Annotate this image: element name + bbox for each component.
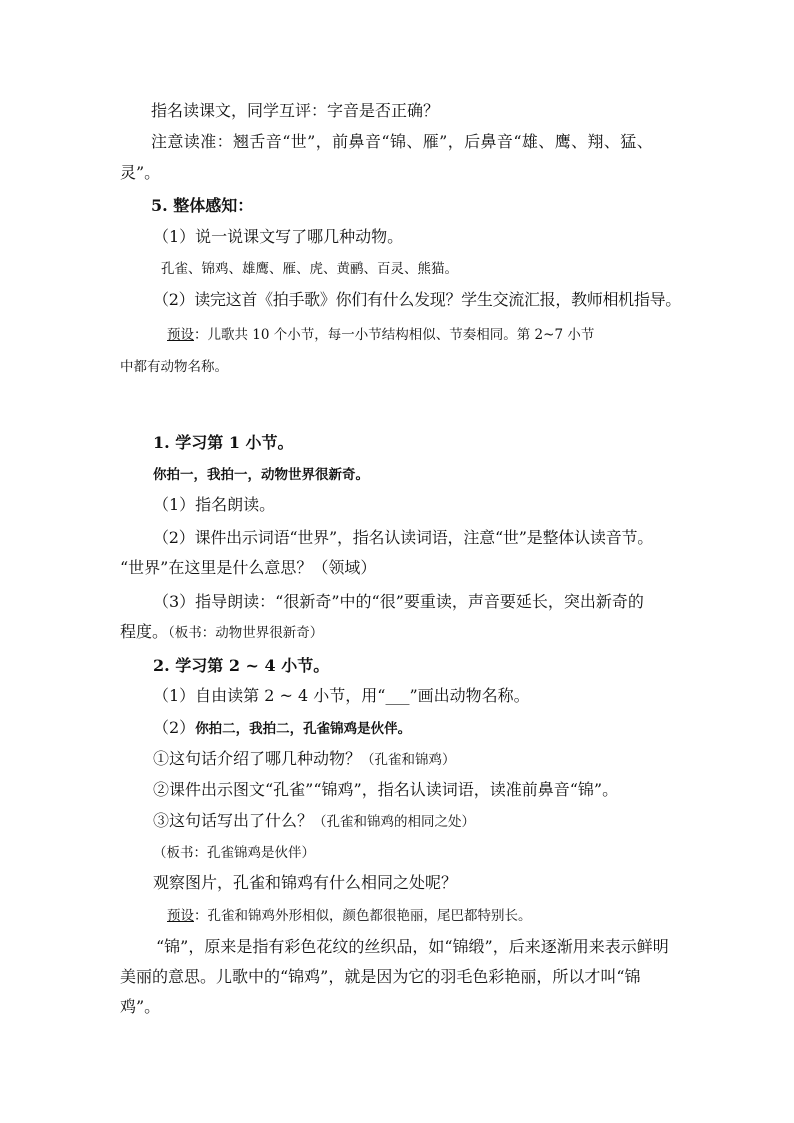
blackboard-note: （板书：动物世界很新奇） — [168, 625, 324, 641]
text-line: （1）说一说课文写了哪几种动物。 — [153, 227, 404, 246]
text-line: 中都有动物名称。 — [120, 359, 228, 375]
preset-label: 预设 — [167, 908, 194, 924]
text-line: 注意读准：翘舌音“世”，前鼻音“锦、雁”，后鼻音“雄、鹰、翔、猛、 — [151, 132, 654, 151]
text-line: “世界”在这里是什么意思？（领域） — [120, 558, 377, 577]
text-segment: （2） — [153, 718, 196, 737]
text-line: 你拍一，我拍一，动物世界很新奇。 — [153, 467, 369, 483]
text-line: 美丽的意思。儿歌中的“锦鸡”，就是因为它的羽毛色彩艳丽，所以才叫“锦 — [120, 967, 641, 986]
preset-text: ：孔雀和锦鸡外形相似，颜色都很艳丽，尾巴都特别长。 — [194, 908, 532, 924]
preset-line — [167, 906, 532, 926]
blackboard-note: （板书：孔雀锦鸡是伙伴） — [153, 845, 315, 861]
text-line: （2）读完这首《拍手歌》你们有什么发现？学生交流汇报，教师相机指导。 — [153, 290, 681, 309]
text-line — [153, 749, 456, 770]
text-line: ②课件出示图文“孔雀”“锦鸡”，指名认读词语，读准前鼻音“锦”。 — [153, 780, 619, 799]
text-line — [153, 718, 411, 739]
quoted-verse: 你拍二，我拍二，孔雀锦鸡是伙伴。 — [195, 721, 412, 737]
preset-label: 预设 — [167, 327, 194, 343]
text-line: （2）课件出示词语“世界”，指名认读词语，注意“世”是整体认读音节。 — [153, 528, 654, 547]
text-line: 灵”。 — [120, 163, 161, 182]
text-segment: 程度。 — [120, 622, 169, 641]
answer-note: （孔雀和锦鸡的相同之处） — [313, 814, 476, 830]
text-line: （3）指导朗读：“很新奇”中的“很”要重读，声音要延长，突出新奇的 — [153, 592, 644, 611]
subheading: 5. 整体感知： — [151, 196, 254, 215]
text-line: “锦”，原来是指有彩色花纹的丝织品，如“锦缎”，后来逐渐用来表示鲜明 — [156, 937, 669, 956]
text-line: 观察图片，孔雀和锦鸡有什么相同之处呢？ — [153, 873, 458, 892]
text-line: （1）指名朗读。 — [153, 495, 276, 514]
text-segment: ①这句话介绍了哪几种动物？ — [153, 749, 362, 768]
text-segment: ③这句话写出了什么？ — [153, 811, 314, 830]
preset-text: ：儿歌共 10 个小节，每一小节结构相似、节奏相同。第 2~7 小节 — [194, 327, 595, 343]
text-line: 指名读课文，同学互评：字音是否正确？ — [151, 101, 440, 120]
text-line: 孔雀、锦鸡、雄鹰、雁、虎、黄鹂、百灵、熊猫。 — [161, 261, 458, 277]
subheading: 2. 学习第 2 ~ 4 小节。 — [153, 656, 330, 675]
text-line: 鸡”。 — [120, 997, 161, 1016]
preset-line — [167, 325, 594, 345]
text-line: （1）自由读第 2 ~ 4 小节，用“___”画出动物名称。 — [153, 686, 530, 705]
answer-note: （孔雀和锦鸡） — [361, 752, 456, 768]
subheading: 1. 学习第 1 小节。 — [153, 433, 294, 452]
text-line — [153, 811, 475, 832]
text-line — [120, 622, 323, 643]
